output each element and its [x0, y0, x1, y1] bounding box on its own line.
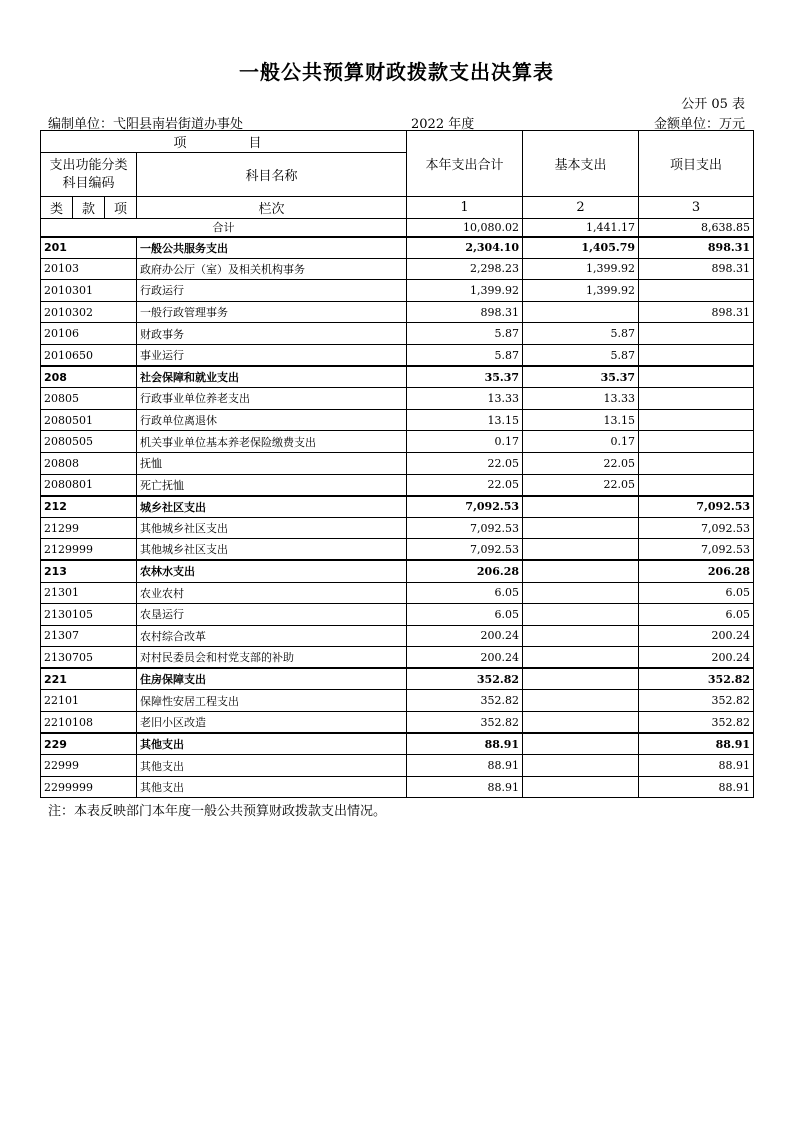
total-expenditure-value: 200.24	[407, 647, 523, 669]
header-kuan: 款	[73, 197, 105, 219]
table-row	[41, 323, 754, 345]
total-expenditure-value: 6.05	[407, 582, 523, 604]
subject-code: 2010301	[41, 280, 137, 302]
page-title: 一般公共预算财政拨款支出决算表	[239, 60, 554, 84]
subject-name: 保障性安居工程支出	[137, 690, 407, 712]
basic-expenditure-value: 22.05	[523, 474, 639, 496]
project-expenditure-value: 352.82	[639, 690, 754, 712]
project-expenditure-value: 6.05	[639, 582, 754, 604]
project-expenditure-value	[639, 388, 754, 410]
basic-expenditure-value: 1,399.92	[523, 258, 639, 280]
total-expenditure-value: 88.91	[407, 776, 523, 798]
project-expenditure-value	[639, 366, 754, 388]
total-value-1: 10,080.02	[407, 219, 523, 237]
basic-expenditure-value: 5.87	[523, 323, 639, 345]
project-expenditure-value: 898.31	[639, 237, 754, 259]
project-expenditure-value	[639, 431, 754, 453]
subject-name: 城乡社区支出	[137, 496, 407, 518]
header-lanci: 栏次	[137, 197, 407, 219]
total-expenditure-value: 200.24	[407, 625, 523, 647]
subject-code: 212	[41, 496, 137, 518]
project-expenditure-value: 200.24	[639, 647, 754, 669]
basic-expenditure-value	[523, 560, 639, 582]
project-expenditure-value: 352.82	[639, 712, 754, 734]
total-expenditure-value: 22.05	[407, 474, 523, 496]
table-row	[41, 517, 754, 539]
total-expenditure-value: 13.33	[407, 388, 523, 410]
subject-code: 20805	[41, 388, 137, 410]
subject-code: 21299	[41, 517, 137, 539]
header-function-code: 支出功能分类科目编码	[41, 153, 137, 197]
table-row	[41, 625, 754, 647]
table-row	[41, 690, 754, 712]
total-expenditure-value: 7,092.53	[407, 539, 523, 561]
basic-expenditure-value: 1,405.79	[523, 237, 639, 259]
total-expenditure-value: 5.87	[407, 344, 523, 366]
total-value-2: 1,441.17	[523, 219, 639, 237]
total-expenditure-value: 13.15	[407, 409, 523, 431]
subject-code: 2010650	[41, 344, 137, 366]
basic-expenditure-value: 22.05	[523, 452, 639, 474]
subject-name: 政府办公厅（室）及相关机构事务	[137, 258, 407, 280]
project-expenditure-value: 88.91	[639, 755, 754, 777]
subject-code: 2130705	[41, 647, 137, 669]
basic-expenditure-value	[523, 712, 639, 734]
total-expenditure-value: 88.91	[407, 755, 523, 777]
subject-name: 事业运行	[137, 344, 407, 366]
project-expenditure-value	[639, 474, 754, 496]
total-expenditure-value: 6.05	[407, 604, 523, 626]
subject-code: 21307	[41, 625, 137, 647]
project-expenditure-value: 7,092.53	[639, 517, 754, 539]
table-row	[41, 366, 754, 388]
table-row	[41, 474, 754, 496]
subject-code: 2080501	[41, 409, 137, 431]
basic-expenditure-value: 5.87	[523, 344, 639, 366]
subject-name: 农林水支出	[137, 560, 407, 582]
subject-name: 住房保障支出	[137, 668, 407, 690]
project-expenditure-value: 898.31	[639, 301, 754, 323]
total-expenditure-value: 0.17	[407, 431, 523, 453]
table-row	[41, 668, 754, 690]
table-row	[41, 755, 754, 777]
subject-name: 行政单位离退休	[137, 409, 407, 431]
table-row	[41, 237, 754, 259]
subject-code: 20103	[41, 258, 137, 280]
project-expenditure-value: 898.31	[639, 258, 754, 280]
subject-code: 2299999	[41, 776, 137, 798]
total-expenditure-value: 206.28	[407, 560, 523, 582]
subject-name: 其他城乡社区支出	[137, 517, 407, 539]
table-row	[41, 539, 754, 561]
basic-expenditure-value: 13.15	[523, 409, 639, 431]
total-expenditure-value: 898.31	[407, 301, 523, 323]
total-expenditure-value: 7,092.53	[407, 496, 523, 518]
total-expenditure-value: 2,298.23	[407, 258, 523, 280]
table-row	[41, 776, 754, 798]
subject-code: 22999	[41, 755, 137, 777]
project-expenditure-value: 88.91	[639, 776, 754, 798]
header-lei: 类	[41, 197, 73, 219]
subject-name: 农村综合改革	[137, 625, 407, 647]
table-row	[41, 560, 754, 582]
subject-name: 其他支出	[137, 755, 407, 777]
basic-expenditure-value	[523, 776, 639, 798]
total-expenditure-value: 88.91	[407, 733, 523, 755]
project-expenditure-value: 6.05	[639, 604, 754, 626]
basic-expenditure-value	[523, 625, 639, 647]
subject-name: 机关事业单位基本养老保险缴费支出	[137, 431, 407, 453]
table-row	[41, 280, 754, 302]
project-expenditure-value: 206.28	[639, 560, 754, 582]
subject-code: 20106	[41, 323, 137, 345]
subject-code: 21301	[41, 582, 137, 604]
subject-name: 农业农村	[137, 582, 407, 604]
total-expenditure-value: 352.82	[407, 712, 523, 734]
subject-name: 一般公共服务支出	[137, 237, 407, 259]
subject-name: 死亡抚恤	[137, 474, 407, 496]
subject-code: 208	[41, 366, 137, 388]
subject-name: 老旧小区改造	[137, 712, 407, 734]
subject-name: 行政运行	[137, 280, 407, 302]
table-row	[41, 733, 754, 755]
basic-expenditure-value	[523, 733, 639, 755]
total-expenditure-value: 5.87	[407, 323, 523, 345]
basic-expenditure-value	[523, 496, 639, 518]
column-number-3: 3	[639, 197, 754, 219]
basic-expenditure-value	[523, 668, 639, 690]
subject-code: 2129999	[41, 539, 137, 561]
footnote: 注：本表反映部门本年度一般公共预算财政拨款支出情况。	[48, 804, 387, 819]
header-basic-expenditure: 基本支出	[523, 131, 639, 197]
form-number: 公开 05 表	[681, 97, 745, 112]
table-row	[41, 452, 754, 474]
project-expenditure-value	[639, 452, 754, 474]
column-number-2: 2	[523, 197, 639, 219]
total-expenditure-value: 2,304.10	[407, 237, 523, 259]
header-xiangmu: 项 目	[41, 131, 407, 153]
basic-expenditure-value: 35.37	[523, 366, 639, 388]
table-body	[41, 237, 754, 798]
header-total-expenditure: 本年支出合计	[407, 131, 523, 197]
subject-name: 其他城乡社区支出	[137, 539, 407, 561]
table-row	[41, 344, 754, 366]
basic-expenditure-value	[523, 517, 639, 539]
project-expenditure-value	[639, 280, 754, 302]
table-row	[41, 604, 754, 626]
project-expenditure-value	[639, 323, 754, 345]
subject-name: 行政事业单位养老支出	[137, 388, 407, 410]
total-expenditure-value: 1,399.92	[407, 280, 523, 302]
project-expenditure-value: 88.91	[639, 733, 754, 755]
project-expenditure-value: 200.24	[639, 625, 754, 647]
total-label: 合计	[41, 219, 407, 237]
subject-name: 其他支出	[137, 776, 407, 798]
subject-code: 201	[41, 237, 137, 259]
table-row	[41, 647, 754, 669]
header-subject-name: 科目名称	[137, 153, 407, 197]
subject-name: 抚恤	[137, 452, 407, 474]
project-expenditure-value	[639, 344, 754, 366]
basic-expenditure-value: 1,399.92	[523, 280, 639, 302]
header-xiang: 项	[105, 197, 137, 219]
total-value-3: 8,638.85	[639, 219, 754, 237]
column-number-1: 1	[407, 197, 523, 219]
subject-code: 22101	[41, 690, 137, 712]
header-project-expenditure: 项目支出	[639, 131, 754, 197]
project-expenditure-value: 7,092.53	[639, 496, 754, 518]
basic-expenditure-value	[523, 647, 639, 669]
table-row	[41, 258, 754, 280]
basic-expenditure-value	[523, 690, 639, 712]
subject-name: 对村民委员会和村党支部的补助	[137, 647, 407, 669]
total-expenditure-value: 352.82	[407, 690, 523, 712]
compiling-unit: 编制单位：弋阳县南岩街道办事处	[48, 117, 244, 132]
subject-name: 其他支出	[137, 733, 407, 755]
basic-expenditure-value	[523, 301, 639, 323]
subject-code: 2010302	[41, 301, 137, 323]
subject-name: 财政事务	[137, 323, 407, 345]
subject-code: 229	[41, 733, 137, 755]
basic-expenditure-value	[523, 582, 639, 604]
table-row	[41, 582, 754, 604]
basic-expenditure-value	[523, 539, 639, 561]
subject-name: 一般行政管理事务	[137, 301, 407, 323]
table-row	[41, 431, 754, 453]
total-expenditure-value: 22.05	[407, 452, 523, 474]
subject-code: 213	[41, 560, 137, 582]
subject-code: 2080801	[41, 474, 137, 496]
table-row	[41, 301, 754, 323]
project-expenditure-value	[639, 409, 754, 431]
money-unit: 金额单位：万元	[653, 117, 745, 132]
subject-code: 221	[41, 668, 137, 690]
table-row	[41, 388, 754, 410]
basic-expenditure-value: 13.33	[523, 388, 639, 410]
subject-code: 20808	[41, 452, 137, 474]
total-expenditure-value: 7,092.53	[407, 517, 523, 539]
project-expenditure-value: 352.82	[639, 668, 754, 690]
table-row	[41, 496, 754, 518]
subject-name: 农垦运行	[137, 604, 407, 626]
project-expenditure-value: 7,092.53	[639, 539, 754, 561]
basic-expenditure-value: 0.17	[523, 431, 639, 453]
subject-code: 2130105	[41, 604, 137, 626]
total-expenditure-value: 352.82	[407, 668, 523, 690]
basic-expenditure-value	[523, 604, 639, 626]
subject-code: 2080505	[41, 431, 137, 453]
total-expenditure-value: 35.37	[407, 366, 523, 388]
subject-code: 2210108	[41, 712, 137, 734]
fiscal-year: 2022 年度	[411, 117, 475, 132]
expenditure-table	[40, 130, 754, 798]
table-row	[41, 712, 754, 734]
subject-name: 社会保障和就业支出	[137, 366, 407, 388]
table-row	[41, 409, 754, 431]
basic-expenditure-value	[523, 755, 639, 777]
